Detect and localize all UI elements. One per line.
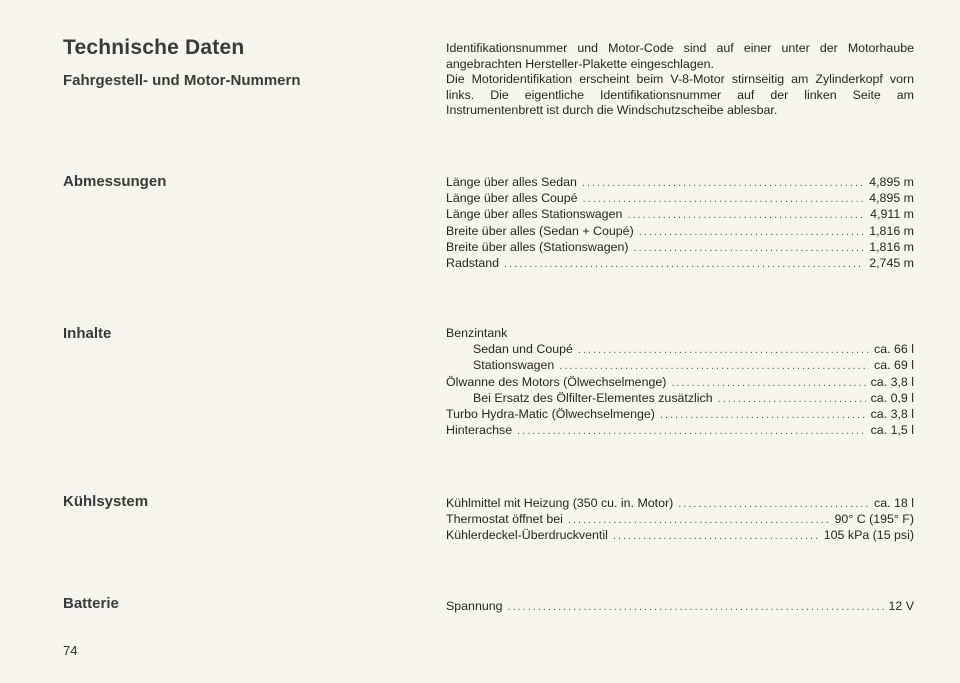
page-number: 74 (63, 643, 78, 658)
section-heading-abmessungen: Abmessungen (63, 173, 167, 190)
table-row (446, 422, 914, 438)
row-label: Ölwanne des Motors (Ölwechselmenge) (446, 374, 667, 389)
row-value: ca. 3,8 l (870, 406, 914, 421)
row-value: ca. 3,8 l (870, 374, 914, 389)
row-label: Kühlerdeckel-Überdruckventil (446, 528, 608, 543)
row-label: Turbo Hydra-Matic (Ölwechselmenge) (446, 406, 655, 421)
row-label: Breite über alles (Sedan + Coupé) (446, 223, 634, 238)
leader-dots (508, 599, 884, 615)
row-value: ca. 1,5 l (870, 423, 914, 438)
table-row (446, 527, 914, 543)
leader-dots (718, 391, 866, 407)
table-row (446, 190, 914, 206)
row-value: 4,895 m (869, 175, 914, 189)
row-label: Breite über alles (Stationswagen) (446, 239, 629, 254)
table-row (446, 223, 914, 239)
table-row (446, 357, 914, 373)
intro-paragraph-1: Identifikationsnummer und Motor-Code sind auf einer unter der Motorhaube angebrachten Hersteller-Plakette eingeschlagen. (446, 41, 914, 71)
identification-text (446, 41, 914, 119)
row-label: Kühlmittel mit Heizung (350 cu. in. Motor) (446, 496, 674, 510)
table-row (446, 598, 914, 614)
table-row (446, 390, 914, 406)
row-label: Länge über alles Stationswagen (446, 207, 623, 222)
table-row (446, 374, 914, 390)
row-label: Länge über alles Coupé (446, 191, 578, 206)
intro-paragraph-2: Die Motoridentifikation erscheint beim V-8-Motor stirnseitig am Zylinderkopf vorn links. Die eigentliche Identifikationsnummer auf der linken Seite am Instrumentenbrett ist durch die Windschutzscheibe ablesbar. (446, 72, 914, 118)
table-row (446, 239, 914, 255)
leader-dots (559, 358, 869, 374)
table-row (446, 174, 914, 190)
section-heading-inhalte: Inhalte (63, 325, 112, 342)
capacities-table (446, 325, 914, 438)
row-value: ca. 18 l (874, 496, 914, 510)
row-value: 1,816 m (869, 223, 914, 238)
leader-dots (678, 496, 869, 512)
section-heading-kuehlsystem: Kühlsystem (63, 493, 149, 510)
row-value: 2,745 m (869, 255, 914, 270)
dimensions-table (446, 174, 914, 271)
leader-dots (583, 191, 865, 207)
row-value: 4,911 m (870, 207, 914, 222)
row-value: 4,895 m (869, 191, 914, 206)
leader-dots (634, 240, 865, 256)
row-label: Hinterachse (446, 423, 513, 438)
table-row (446, 406, 914, 422)
row-label: Radstand (446, 255, 500, 270)
row-value: 90° C (195° F) (834, 512, 914, 527)
row-value: ca. 69 l (874, 358, 914, 373)
leader-dots (582, 175, 864, 191)
leader-dots (517, 423, 865, 439)
leader-dots (627, 207, 865, 223)
row-label: Bei Ersatz des Ölfilter-Elementes zusätzlich (473, 390, 713, 405)
section-heading-batterie: Batterie (63, 595, 119, 612)
row-value: ca. 66 l (874, 342, 914, 357)
row-value: ca. 0,9 l (870, 390, 914, 405)
leader-dots (671, 375, 865, 391)
leader-dots (504, 256, 864, 272)
row-value: 12 V (888, 599, 914, 613)
page-title: Technische Daten (63, 36, 245, 59)
row-label: Thermostat öffnet bei (446, 512, 563, 527)
leader-dots (568, 512, 830, 528)
leader-dots (639, 224, 865, 240)
fuel-tank-label: Benzintank (446, 326, 508, 340)
leader-dots (660, 407, 866, 423)
leader-dots (613, 528, 819, 544)
table-row (446, 341, 914, 357)
page-subtitle: Fahrgestell- und Motor-Nummern (63, 72, 301, 89)
row-label: Spannung (446, 599, 503, 613)
row-label: Länge über alles Sedan (446, 175, 577, 189)
table-row (446, 206, 914, 222)
row-value: 105 kPa (15 psi) (823, 528, 914, 543)
leader-dots (578, 342, 869, 358)
battery-table (446, 598, 914, 614)
table-row (446, 511, 914, 527)
table-row (446, 495, 914, 511)
cooling-table (446, 495, 914, 544)
table-row (446, 255, 914, 271)
row-value: 1,816 m (869, 239, 914, 254)
row-label: Stationswagen (473, 358, 555, 373)
row-label: Sedan und Coupé (473, 342, 573, 357)
